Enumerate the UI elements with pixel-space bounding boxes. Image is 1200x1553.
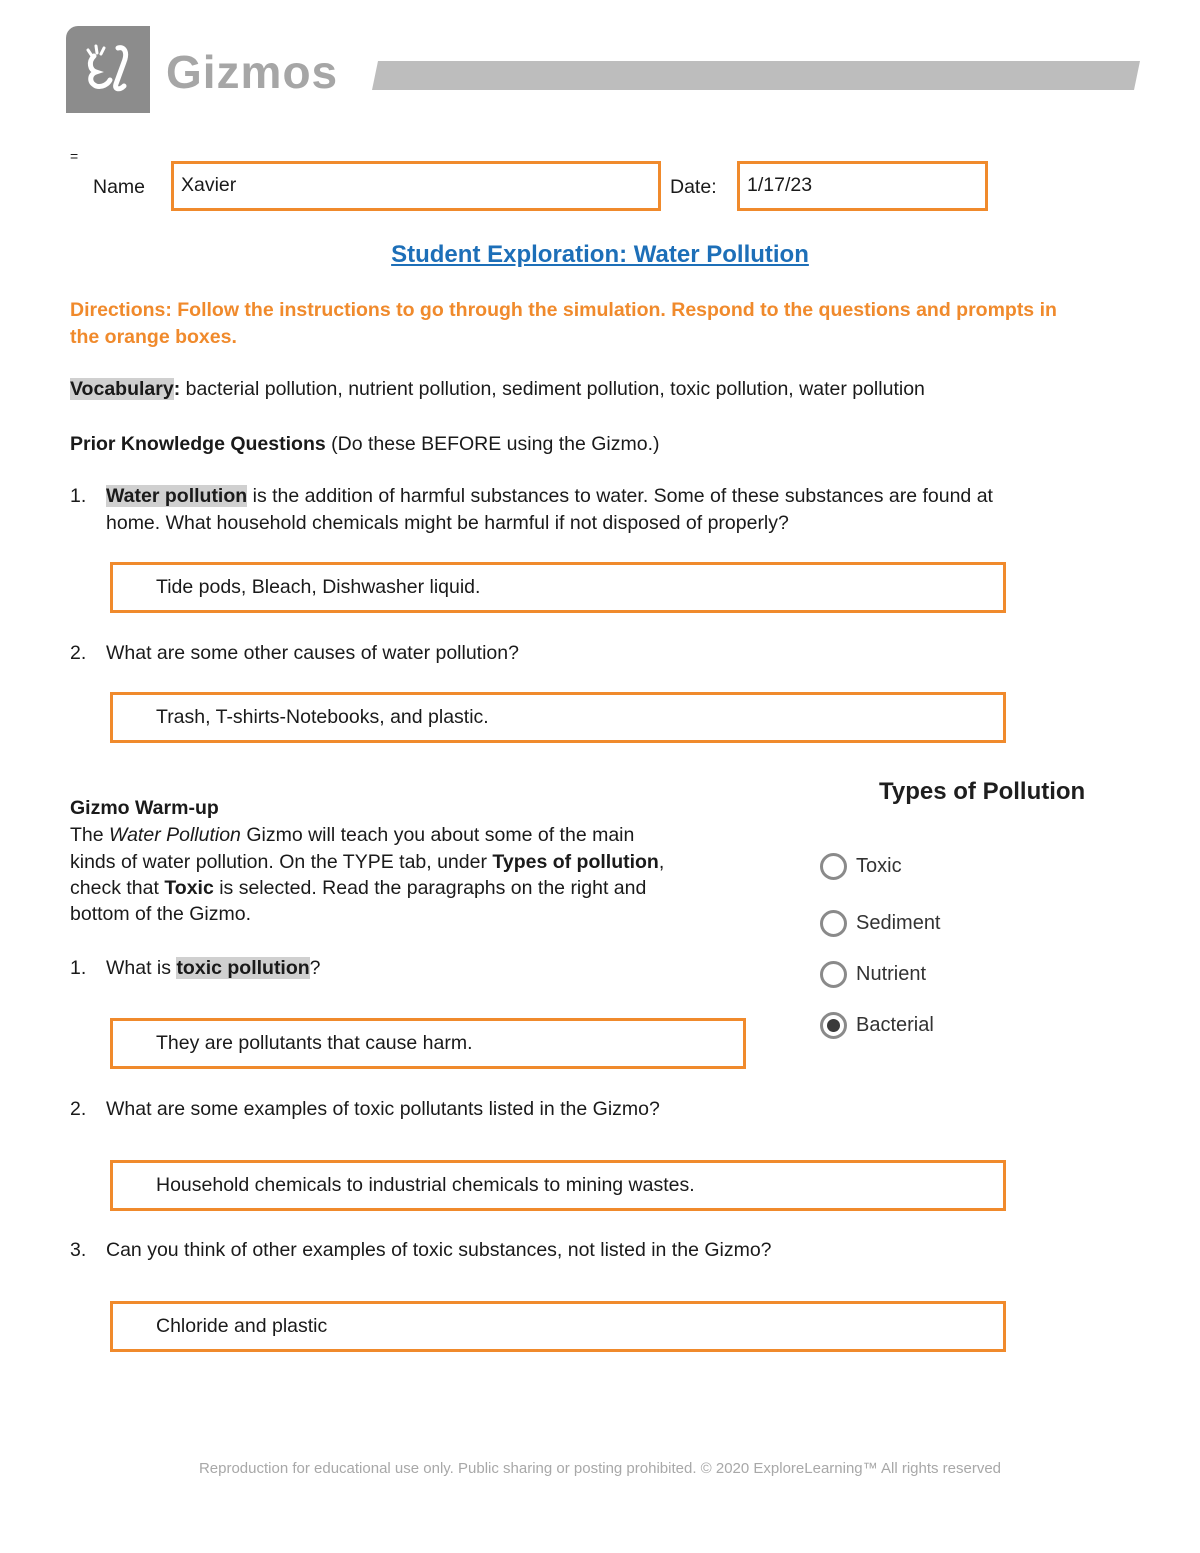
warmup-paragraph-line4: bottom of the Gizmo.: [70, 903, 251, 925]
warmup-line3c: is selected. Read the paragraphs on the right and: [213, 877, 647, 899]
warmup-line2b: Types of pollution: [492, 851, 659, 873]
question-number: 2.: [70, 1098, 87, 1120]
gizmos-logo-text: Gizmos: [166, 46, 339, 98]
warmup-heading: Gizmo Warm-up: [70, 797, 219, 819]
warmup-line2a: kinds of water pollution. On the TYPE tab, under: [70, 851, 493, 873]
vocabulary-terms: bacterial pollution, nutrient pollution, sediment pollution, toxic pollution, water pollution: [180, 378, 925, 400]
radio-selected-icon[interactable]: [820, 1012, 847, 1039]
radio-unselected-icon[interactable]: [820, 961, 847, 988]
warmup-q1: [70, 955, 321, 982]
warmup-q3-answer-box[interactable]: Chloride and plastic: [110, 1301, 1006, 1352]
prior-q1-line2: home. What household chemicals might be harmful if not disposed of properly?: [106, 512, 789, 534]
vocabulary-line: [70, 376, 925, 403]
radio-option-nutrient[interactable]: [820, 957, 926, 991]
prior-heading-text: Prior Knowledge Questions: [70, 433, 326, 455]
page-title: Student Exploration: Water Pollution: [391, 241, 809, 268]
vocabulary-label: Vocabulary: [70, 378, 174, 400]
warmup-line3b: Toxic: [164, 877, 214, 899]
question-number: 2.: [70, 642, 87, 664]
radio-option-sediment[interactable]: [820, 906, 941, 940]
warmup-q2-text: What are some examples of toxic pollutants listed in the Gizmo?: [106, 1098, 660, 1120]
term-water-pollution: Water pollution: [106, 485, 248, 507]
term-toxic-pollution: toxic pollution: [176, 957, 310, 979]
warmup-q2-answer-box[interactable]: Household chemicals to industrial chemicals to mining wastes.: [110, 1160, 1006, 1211]
header-bar: [372, 61, 1140, 90]
warmup-q1-post: ?: [309, 957, 321, 979]
warmup-paragraph-line2: [70, 849, 664, 876]
warmup-q3-text: Can you think of other examples of toxic substances, not listed in the Gizmo?: [106, 1239, 772, 1261]
warmup-the: The: [70, 824, 110, 846]
radio-label: Sediment: [856, 911, 941, 934]
radio-unselected-icon[interactable]: [820, 853, 847, 880]
warmup-paragraph-line3: [70, 875, 646, 902]
el-logo-icon: [66, 26, 150, 113]
date-field[interactable]: 1/17/23: [737, 161, 988, 211]
radio-label: Toxic: [856, 854, 902, 877]
warmup-q2: [70, 1096, 660, 1123]
prior-q1-answer-box[interactable]: Tide pods, Bleach, Dishwasher liquid.: [110, 562, 1006, 613]
warmup-q1-pre: What is: [106, 957, 177, 979]
radio-option-bacterial[interactable]: [820, 1008, 934, 1042]
types-of-pollution-title: Types of Pollution: [879, 778, 1086, 805]
warmup-gizmo-name: Water Pollution: [109, 824, 241, 846]
warmup-paragraph-line1: [70, 822, 634, 849]
vocabulary-colon: :: [173, 378, 181, 400]
warmup-q1-answer-box[interactable]: They are pollutants that cause harm.: [110, 1018, 746, 1069]
date-label: Date:: [670, 176, 717, 198]
directions: Directions: Follow the instructions to go through the simulation. Respond to the questions and prompts in the orange boxes.: [70, 299, 1057, 348]
radio-label: Bacterial: [856, 1013, 934, 1036]
prior-q2-answer-box[interactable]: Trash, T-shirts-Notebooks, and plastic.: [110, 692, 1006, 743]
warmup-line3a: check that: [70, 877, 165, 899]
name-label: Name: [93, 176, 146, 198]
warmup-line1: Gizmo will teach you about some of the main: [240, 824, 635, 846]
footer-copyright: Reproduction for educational use only. Public sharing or posting prohibited. © 2020 ExploreLearning™ All rights reserved: [198, 1460, 1002, 1477]
warmup-q3: [70, 1237, 772, 1264]
question-number: 1.: [70, 485, 87, 507]
equals-mark: =: [70, 148, 79, 164]
prior-q1-text-a: is the addition of harmful substances to water. Some of these substances are found at: [247, 485, 993, 507]
prior-q1-line1: [70, 483, 993, 510]
prior-heading-note: (Do these BEFORE using the Gizmo.): [325, 433, 660, 455]
radio-unselected-icon[interactable]: [820, 910, 847, 937]
radio-label: Nutrient: [856, 962, 927, 985]
question-number: 3.: [70, 1239, 87, 1261]
question-number: 1.: [70, 957, 87, 979]
prior-q2-text: What are some other causes of water pollution?: [106, 642, 519, 664]
prior-knowledge-heading: [70, 431, 660, 458]
name-field[interactable]: Xavier: [171, 161, 661, 211]
prior-q2: [70, 640, 519, 667]
radio-option-toxic[interactable]: [820, 849, 902, 883]
warmup-line2c: ,: [658, 851, 665, 873]
gizmos-logo-mark: [66, 26, 150, 113]
